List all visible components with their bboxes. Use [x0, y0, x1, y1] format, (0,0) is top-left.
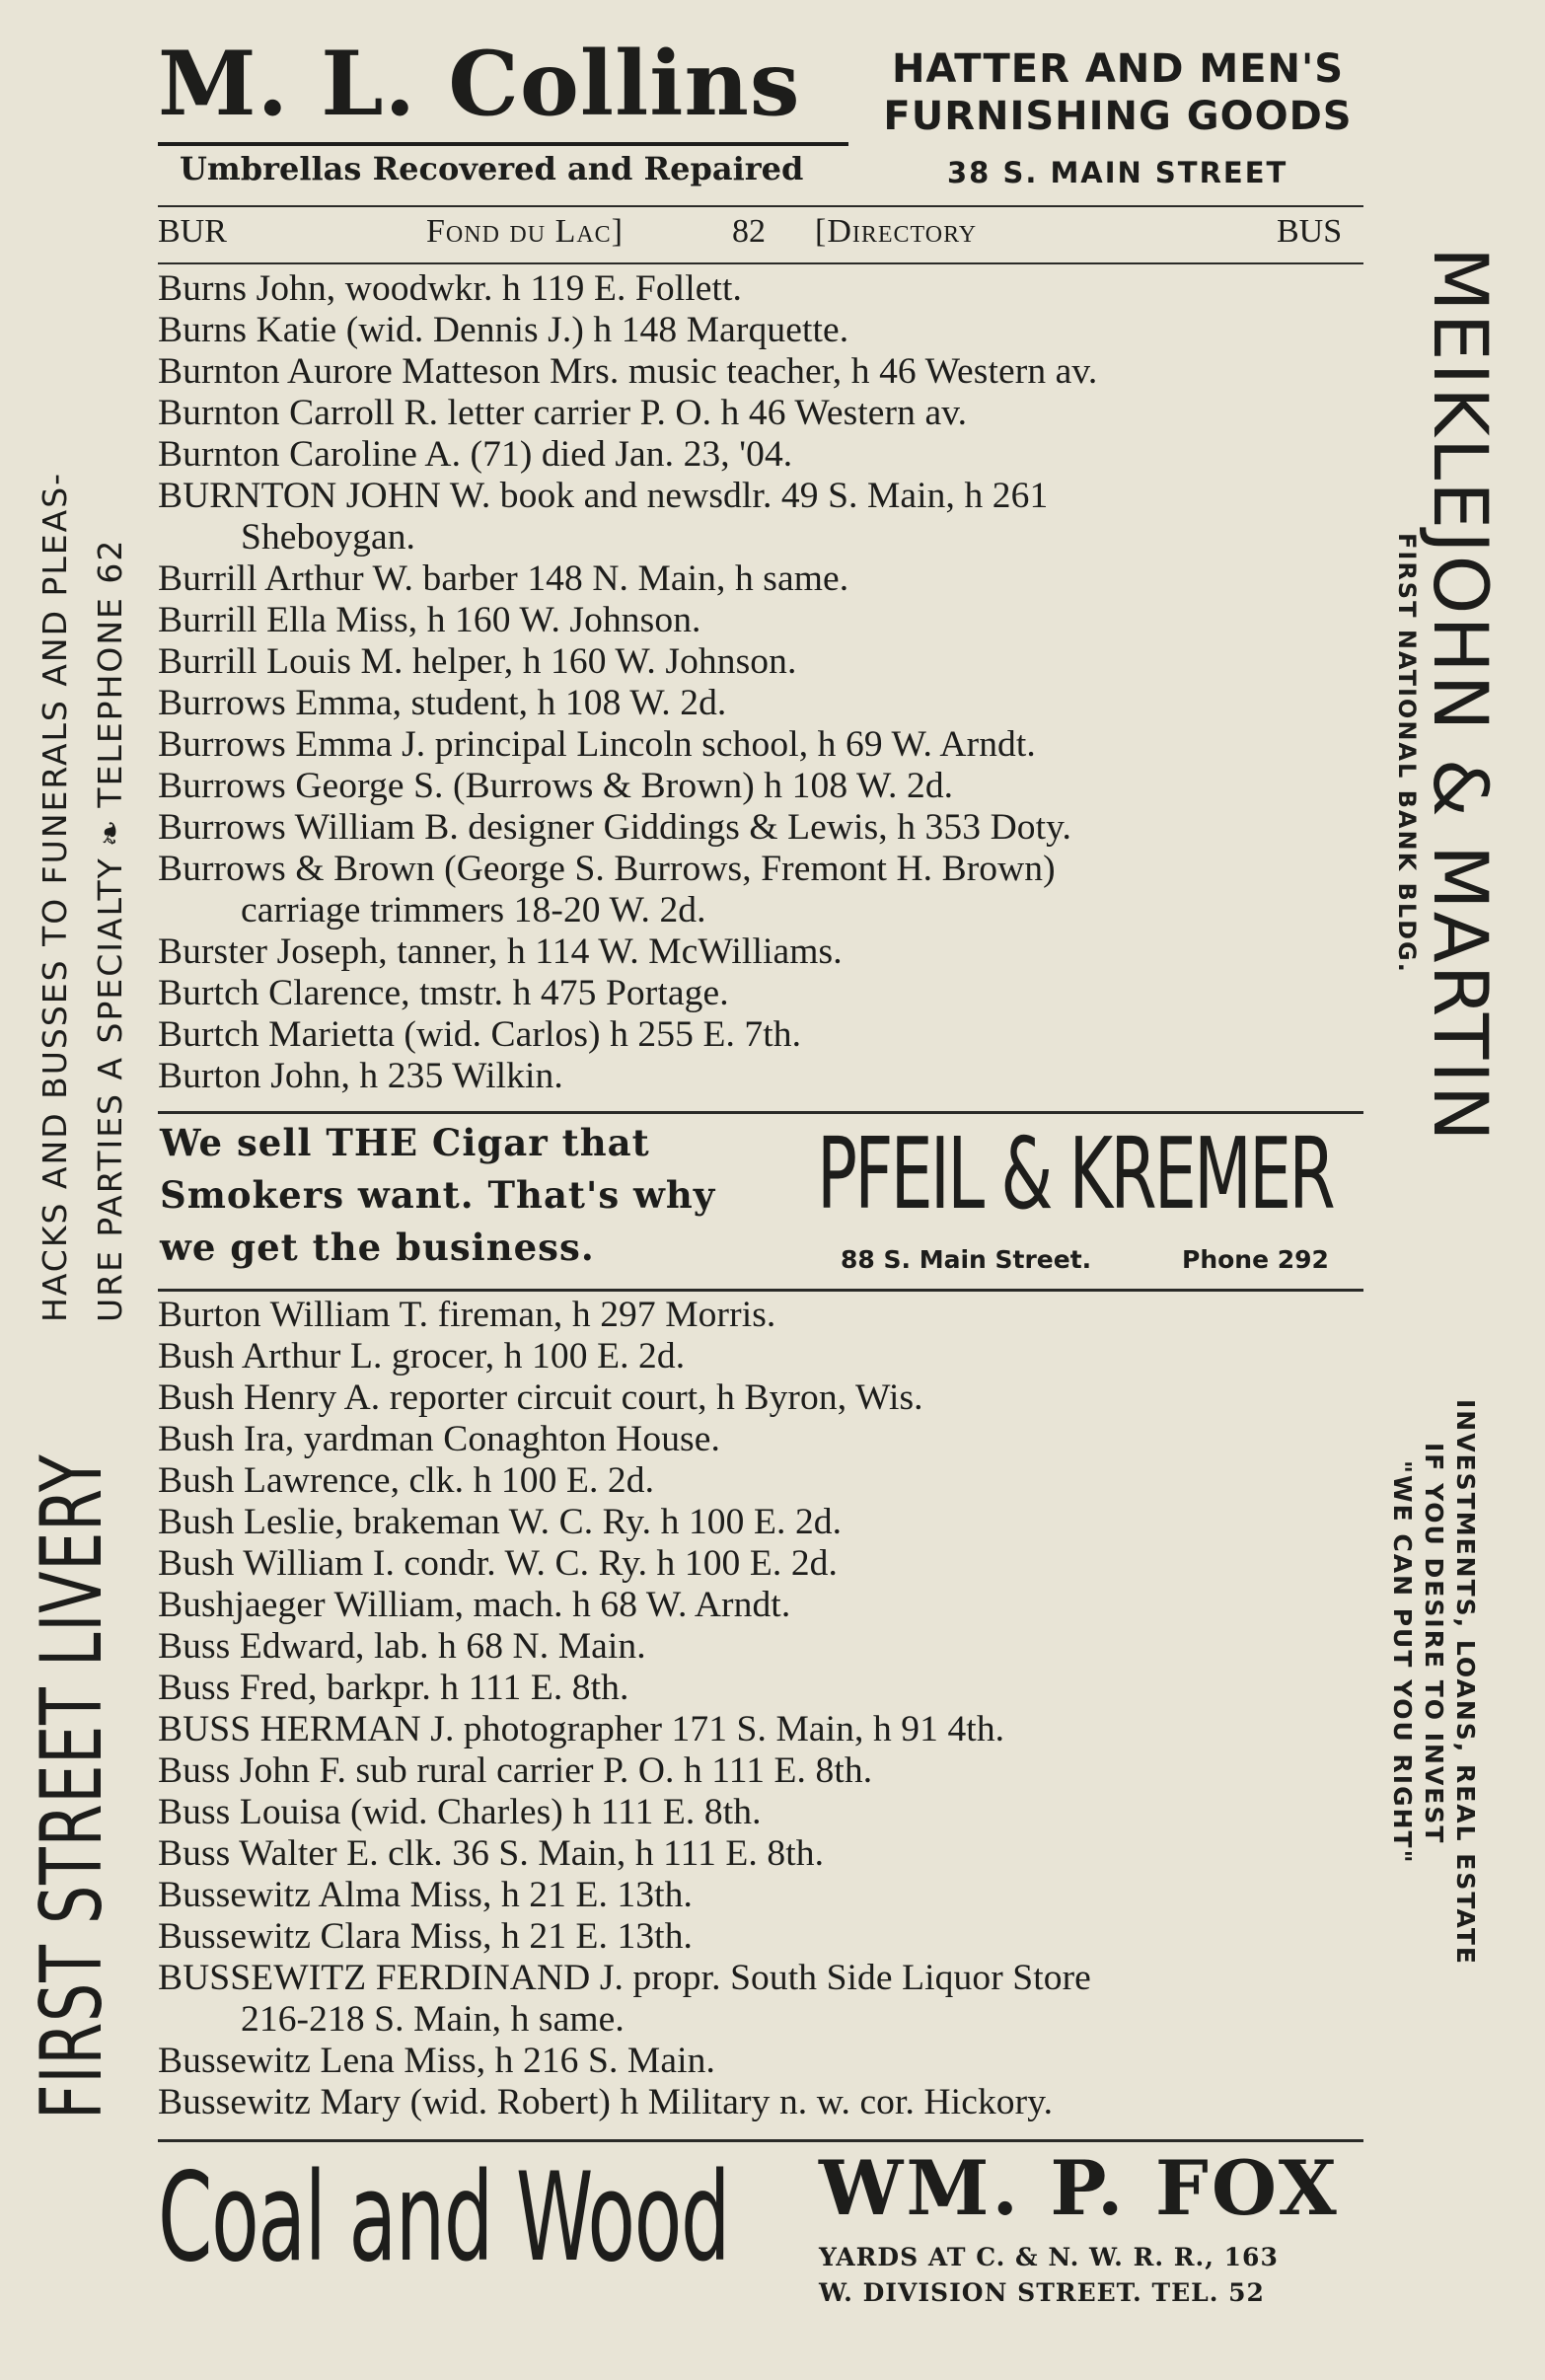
livery-name: FIRST STREET LIVERY [23, 1453, 121, 2120]
cigar-slogan [160, 1117, 791, 1274]
directory-entry: Burrows Emma, student, h 108 W. 2d. [158, 683, 727, 723]
directory-entries-top [158, 268, 1363, 1097]
collins-business-line1: HATTER AND MEN'S [891, 46, 1345, 92]
directory-entry: Bush Arthur L. grocer, h 100 E. 2d. [158, 1336, 686, 1376]
directory-entry: Burrows Emma J. principal Lincoln school, h 69 W. Arndt. [158, 724, 1036, 765]
fox-address-line2: W. DIVISION STREET. TEL. 52 [819, 2278, 1265, 2307]
directory-entry: Bussewitz Mary (wid. Robert) h Military n. w. cor. Hickory. [158, 2082, 1054, 2122]
top-divider [158, 205, 1363, 207]
header-right-key: BUS [1277, 213, 1343, 250]
header-page-number: 82 [732, 213, 766, 250]
pfeil-kremer-address: 88 S. Main Street. [841, 1245, 1092, 1274]
collins-business-line2: FURNISHING GOODS [883, 94, 1353, 139]
directory-entry: Burrill Ella Miss, h 160 W. Johnson. [158, 600, 701, 640]
collins-tagline: Umbrellas Recovered and Repaired [180, 150, 804, 187]
directory-entry: Bussewitz Clara Miss, h 21 E. 13th. [158, 1916, 694, 1957]
fox-name: WM. P. FOX [819, 2144, 1340, 2232]
pfeil-kremer-name: PFEIL & KREMER [817, 1116, 1333, 1231]
meiklejohn-martin-name: MEIKLEJOHN & MARTIN [1417, 247, 1505, 1144]
collins-business [876, 45, 1360, 140]
directory-entry: Buss Edward, lab. h 68 N. Main. [158, 1626, 646, 1667]
livery-line2-specialty: URE PARTIES A SPECIALTY [91, 856, 129, 1322]
fox-address [819, 2240, 1279, 2311]
directory-entry: Buss Fred, barkpr. h 111 E. 8th. [158, 1668, 629, 1708]
header-city: Fond du Lac] [426, 213, 624, 250]
directory-entry: Burnton Caroline A. (71) died Jan. 23, '04. [158, 434, 793, 475]
livery-telephone: TELEPHONE 62 [91, 538, 129, 808]
cigar-slogan-line3: we get the business. [160, 1226, 595, 1269]
header-section: [Directory [815, 213, 978, 250]
directory-entry: Bush William I. condr. W. C. Ry. h 100 E. 2d. [158, 1543, 839, 1584]
middle-ad-bottom-rule [158, 1289, 1363, 1292]
directory-entry: Burrill Louis M. helper, h 160 W. Johnson. [158, 641, 797, 682]
cigar-slogan-line1: We sell THE Cigar that [160, 1121, 650, 1164]
directory-entry: BUSSEWITZ FERDINAND J. propr. South Side Liquor Store [158, 1958, 1091, 1998]
directory-entry: Bush Leslie, brakeman W. C. Ry. h 100 E. 2d. [158, 1502, 843, 1542]
directory-entry: BUSS HERMAN J. photographer 171 S. Main, h 91 4th. [158, 1709, 1005, 1749]
meiklejohn-martin-services: INVESTMENTS, LOANS, REAL ESTATE [1451, 1399, 1480, 1966]
collins-name: M. L. Collins [158, 32, 801, 136]
meiklejohn-martin-location: FIRST NATIONAL BANK BLDG. [1393, 533, 1421, 974]
directory-entry: Burnton Carroll R. letter carrier P. O. h 46 Western av. [158, 393, 968, 433]
directory-entry: Burtch Marietta (wid. Carlos) h 255 E. 7th. [158, 1014, 802, 1055]
directory-entry: Burton William T. fireman, h 297 Morris. [158, 1295, 776, 1335]
directory-entry: Burrows & Brown (George S. Burrows, Fremont H. Brown) [158, 849, 1056, 889]
directory-entry: BURNTON JOHN W. book and newsdlr. 49 S. Main, h 261 [158, 476, 1049, 516]
directory-entry: Bush Lawrence, clk. h 100 E. 2d. [158, 1460, 655, 1501]
pfeil-kremer-phone: Phone 292 [1182, 1245, 1329, 1274]
middle-ad-top-rule [158, 1111, 1363, 1114]
directory-entry: Burton John, h 235 Wilkin. [158, 1056, 563, 1096]
meiklejohn-martin-slogan: "WE CAN PUT YOU RIGHT" [1388, 1460, 1417, 1865]
cigar-slogan-line2: Smokers want. That's why [160, 1173, 716, 1217]
fox-address-line1: YARDS AT C. & N. W. R. R., 163 [819, 2243, 1279, 2271]
collins-underline [158, 142, 848, 146]
directory-entry: Burster Joseph, tanner, h 114 W. McWilliams. [158, 931, 843, 972]
header-left-key: BUR [158, 213, 227, 250]
directory-entry: Burns Katie (wid. Dennis J.) h 148 Marquette. [158, 310, 849, 350]
directory-entry-continuation: carriage trimmers 18-20 W. 2d. [241, 890, 706, 930]
directory-entry: Burns John, woodwkr. h 119 E. Follett. [158, 268, 743, 309]
header-divider [158, 262, 1363, 264]
livery-line2 [91, 539, 129, 1322]
livery-line1: HACKS AND BUSSES TO FUNERALS AND PLEAS- [36, 471, 74, 1322]
directory-entry: Bussewitz Lena Miss, h 216 S. Main. [158, 2041, 715, 2081]
directory-entry: Buss Louisa (wid. Charles) h 111 E. 8th. [158, 1792, 762, 1832]
directory-entry-continuation: Sheboygan. [241, 517, 416, 558]
directory-entry-continuation: 216-218 S. Main, h same. [241, 1999, 625, 2040]
directory-entry: Bush Ira, yardman Conaghton House. [158, 1419, 720, 1459]
directory-entry: Burrill Arthur W. barber 148 N. Main, h same. [158, 558, 849, 599]
directory-entry: Bushjaeger William, mach. h 68 W. Arndt. [158, 1585, 791, 1625]
collins-advertisement [158, 30, 1361, 197]
directory-entry: Bush Henry A. reporter circuit court, h Byron, Wis. [158, 1377, 923, 1418]
directory-entry: Buss John F. sub rural carrier P. O. h 111 E. 8th. [158, 1750, 873, 1791]
meiklejohn-martin-invest: IF YOU DESIRE TO INVEST [1420, 1443, 1448, 1845]
directory-entries-bottom [158, 1295, 1363, 2123]
coal-and-wood-headline: Coal and Wood [158, 2147, 730, 2289]
directory-entry: Burrows William B. designer Giddings & Lewis, h 353 Doty. [158, 807, 1072, 848]
collins-address: 38 S. MAIN STREET [947, 156, 1288, 189]
directory-entry: Burnton Aurore Matteson Mrs. music teacher, h 46 Western av. [158, 351, 1098, 392]
directory-entry: Buss Walter E. clk. 36 S. Main, h 111 E. 8th. [158, 1833, 825, 1874]
directory-entry: Burtch Clarence, tmstr. h 475 Portage. [158, 973, 729, 1013]
directory-entry: Burrows George S. (Burrows & Brown) h 108 W. 2d. [158, 766, 954, 806]
directory-entry: Bussewitz Alma Miss, h 21 E. 13th. [158, 1875, 693, 1915]
bottom-divider [158, 2139, 1363, 2142]
fleuron-icon: ❧ [91, 817, 129, 848]
